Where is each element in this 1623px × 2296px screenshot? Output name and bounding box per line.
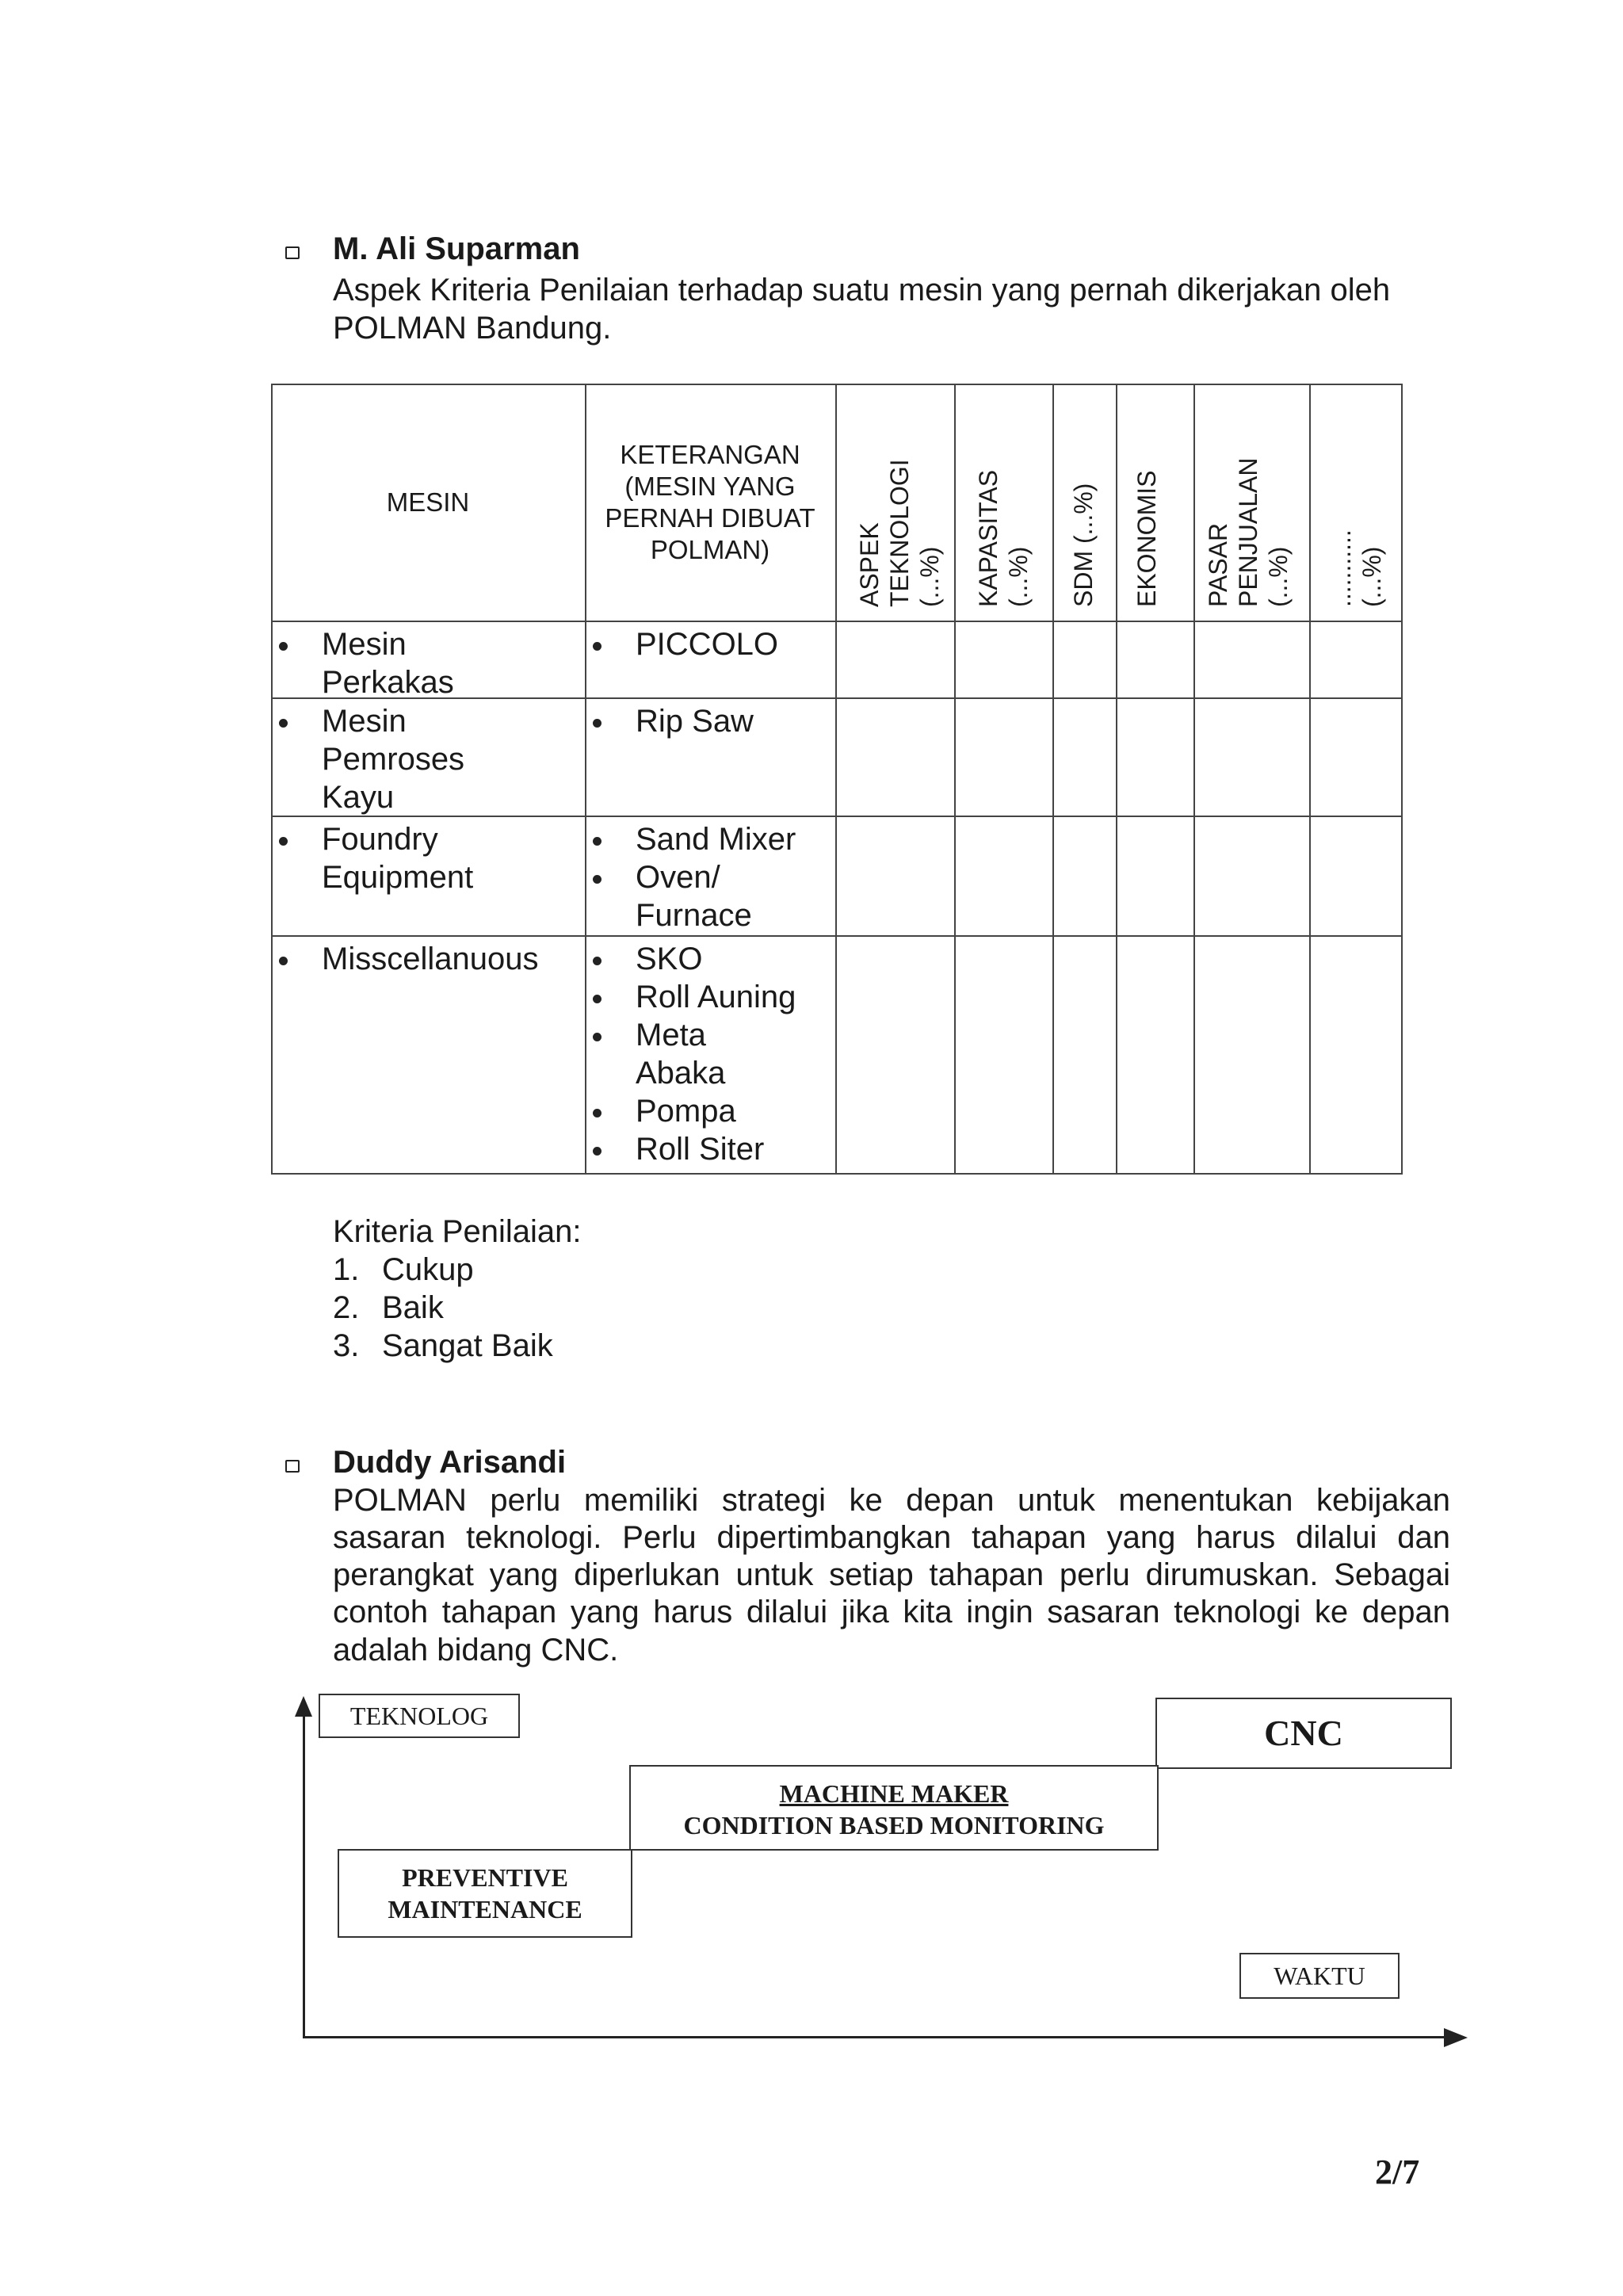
- list-item: 1. Cukup: [333, 1252, 474, 1287]
- list-item: Oven/ Furnace: [585, 858, 835, 934]
- table-row-items: [585, 625, 835, 663]
- list-item: Misscellanuous: [271, 940, 580, 978]
- list-item: Meta Abaka: [585, 1016, 835, 1092]
- arrow-up-icon: [295, 1696, 312, 1717]
- list-item: 3. Sangat Baik: [333, 1328, 553, 1363]
- header-mesin: MESIN: [386, 487, 470, 517]
- step1-box: PREVENTIVE MAINTENANCE: [338, 1849, 632, 1938]
- criteria-table: [271, 384, 1403, 1175]
- y-axis-label: TEKNOLOG: [319, 1694, 520, 1738]
- table-row-mesin: [271, 820, 580, 896]
- step2-box: MACHINE MAKER CONDITION BASED MONITORING: [629, 1765, 1159, 1851]
- table-row-mesin: [271, 940, 580, 978]
- x-axis-label: WAKTU: [1239, 1953, 1400, 1999]
- table-row-items: [585, 702, 835, 740]
- section1-name: M. Ali Suparman: [333, 231, 580, 266]
- table-row-mesin: [271, 625, 580, 701]
- section2-name: Duddy Arisandi: [333, 1445, 567, 1480]
- checkbox-bullet-icon: [285, 1460, 300, 1473]
- section1-intro-line2: POLMAN Bandung.: [333, 311, 612, 346]
- criteria-list: [333, 1213, 582, 1365]
- list-item: Roll Auning: [585, 978, 835, 1016]
- x-axis: [303, 2036, 1450, 2038]
- list-item: Mesin Perkakas: [271, 625, 580, 701]
- section1-intro-line1: Aspek Kriteria Penilaian terhadap suatu mesin yang pernah dikerjakan oleh: [333, 273, 1391, 308]
- header-lainnya: ........... (...%): [1327, 529, 1386, 607]
- header-ekonomis: EKONOMIS: [1132, 470, 1161, 607]
- table-row-items: [585, 940, 835, 1168]
- arrow-right-icon: [1444, 2028, 1468, 2047]
- page-number: 2/7: [1375, 2153, 1420, 2191]
- criteria-title: Kriteria Penilaian:: [333, 1214, 582, 1249]
- list-item: Pompa: [585, 1092, 835, 1130]
- list-item: Sand Mixer: [585, 820, 835, 858]
- list-item: Foundry Equipment: [271, 820, 580, 896]
- list-item: PICCOLO: [585, 625, 835, 663]
- header-aspek-teknologi: ASPEK TEKNOLOGI (...%): [855, 459, 944, 607]
- header-pasar-penjualan: PASAR PENJUALAN (...%): [1204, 457, 1293, 607]
- checkbox-bullet-icon: [285, 246, 300, 259]
- y-axis: [303, 1713, 305, 2038]
- list-item: 2. Baik: [333, 1290, 444, 1325]
- header-sdm: SDM (...%): [1069, 483, 1098, 607]
- header-keterangan: KETERANGAN (MESIN YANG PERNAH DIBUAT POLMAN): [605, 440, 815, 564]
- header-kapasitas: KAPASITAS (...%): [974, 469, 1033, 607]
- table-row-mesin: [271, 702, 580, 816]
- list-item: SKO: [585, 940, 835, 978]
- list-item: Roll Siter: [585, 1130, 835, 1168]
- list-item: Mesin Pemroses Kayu: [271, 702, 580, 816]
- section2-paragraph: POLMAN perlu memiliki strategi ke depan untuk menentukan kebijakan sasaran teknologi. Perlu dipertimbangkan tahapan yang harus dilalui dan perangkat yang diperlukan untuk setiap tahapan perlu dirumuskan. Sebagai contoh tahapan yang harus dilalui jika kita ingin sasaran teknologi ke depan adalah bidang CNC.: [333, 1483, 1450, 1668]
- table-row-items: [585, 820, 835, 934]
- step3-cnc: CNC: [1155, 1698, 1452, 1769]
- list-item: Rip Saw: [585, 702, 835, 740]
